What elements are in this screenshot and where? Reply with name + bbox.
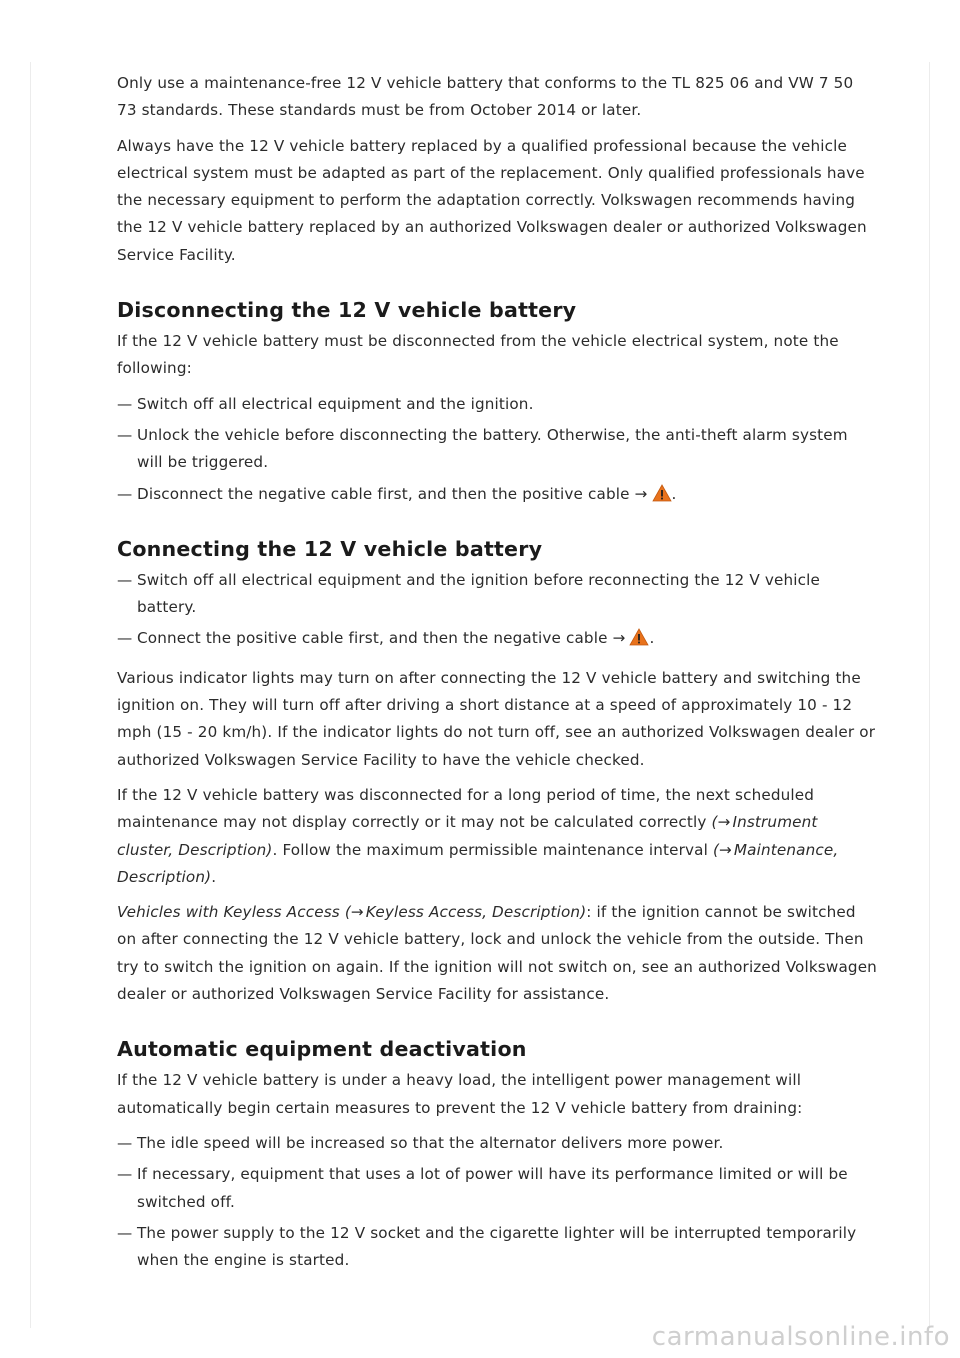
warning-triangle-icon[interactable] [629,628,649,646]
list-item: — The power supply to the 12 V socket and the cigarette lighter will be interrupted temporarily when the engine is started. [117,1223,857,1270]
list-item: — Switch off all electrical equipment and the ignition before reconnecting the 12 V vehicle battery. [117,570,820,617]
list-item: — Connect the positive cable first, and then the negative cable → . [117,629,655,648]
manual-page [30,62,930,1328]
instrument-cluster-link[interactable]: (→ Instrument cluster, Description) [117,813,818,859]
connecting-list [117,567,877,653]
automatic-deactivation-list [117,1130,877,1274]
disconnecting-list [117,391,877,508]
indicator-lights-paragraph: Various indicator lights may turn on after connecting the 12 V vehicle battery and switching the ignition on. They will turn off after driving a short distance at a speed of approximately 10 - 12 mph (15 - 20 km/h). If the indicator lights do not turn off, see an authorized Volkswagen dealer or authorized Volkswagen Service Facility to have the vehicle checked. [117,668,876,769]
list-item: — Switch off all electrical equipment and the ignition. [117,394,534,413]
battery-standard-paragraph: Only use a maintenance-free 12 V vehicle battery that conforms to the TL 825 06 and VW 7 50 73 standards. These standards must be from October 2014 or later. [117,74,854,120]
page-content [117,70,877,1278]
warning-triangle-icon[interactable] [652,484,672,502]
keyless-access-link[interactable]: (→ Keyless Access, Description) [344,903,587,922]
watermark: carmanualsonline.info [651,1322,950,1352]
list-item: — If necessary, equipment that uses a lot of power will have its performance limited or will be switched off. [117,1165,848,1211]
list-item: — The idle speed will be increased so that the alternator delivers more power. [117,1133,724,1152]
automatic-deactivation-heading: Automatic equipment deactivation [117,1037,527,1062]
battery-replacement-paragraph: Always have the 12 V vehicle battery replaced by a qualified professional because the vehicle electrical system must be adapted as part of the replacement. Only qualified professionals have the necessary equipment to perform the adaptation correctly. Volkswagen recommends having the 12 V vehicle battery replaced by an authorized Volkswagen dealer or authorized Volkswagen Service Facility. [117,136,867,264]
automatic-deactivation-intro: If the 12 V vehicle battery is under a heavy load, the intelligent power management will automatically begin certain measures to prevent the 12 V vehicle battery from draining: [117,1071,803,1117]
connecting-heading: Connecting the 12 V vehicle battery [117,536,543,561]
maintenance-paragraph: If the 12 V vehicle battery was disconnected for a long period of time, the next scheduled maintenance may not display correctly or it may not be calculated correctly (→ Instrument cluster, Description). Follow the maximum permissible maintenance interval (→ Maintenance, Description). [117,785,839,886]
arrow-right-icon[interactable]: → [634,484,648,503]
list-item: — Unlock the vehicle before disconnecting the battery. Otherwise, the anti-theft alarm system will be triggered. [117,425,848,472]
maintenance-link[interactable]: (→ Maintenance, Description) [117,840,839,886]
list-item: — Disconnect the negative cable first, and then the positive cable → . [117,484,677,503]
disconnecting-intro: If the 12 V vehicle battery must be disconnected from the vehicle electrical system, note the following: [117,332,839,378]
arrow-right-icon[interactable]: → [612,629,626,648]
keyless-access-paragraph: Vehicles with Keyless Access (→ Keyless Access, Description): if the ignition cannot be switched on after connecting the 12 V vehicle battery, lock and unlock the vehicle from the outside. Then try to switch the ignition on again. If the ignition will not switch on, see an authorized Volkswagen dealer or authorized Volkswagen Service Facility for assistance. [117,903,877,1004]
disconnecting-heading: Disconnecting the 12 V vehicle battery [117,298,577,323]
